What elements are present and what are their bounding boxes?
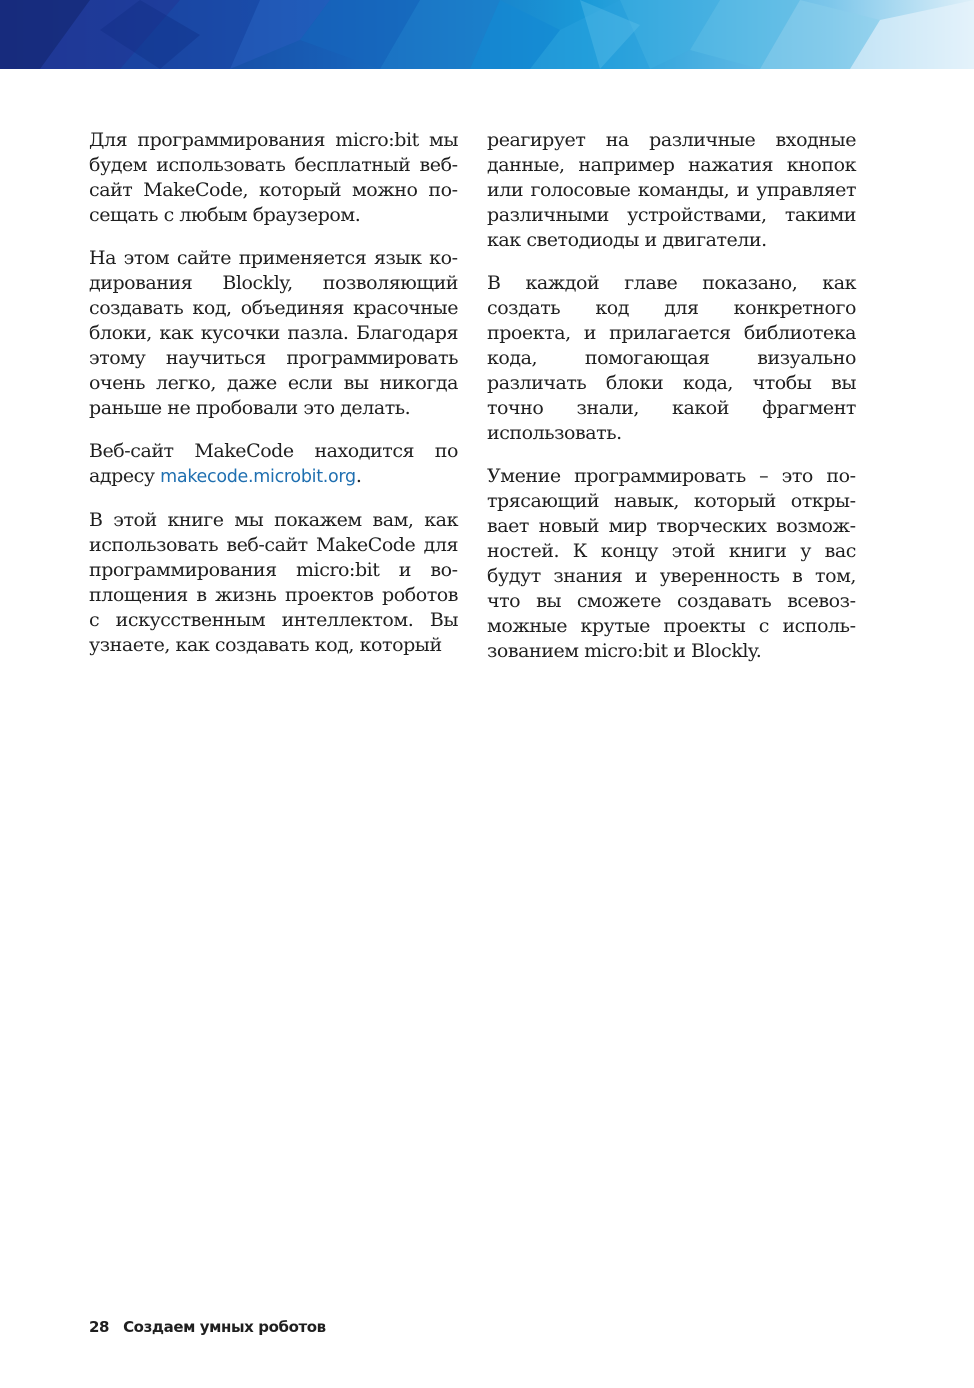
book-title: Создаем умных роботов xyxy=(123,1318,326,1336)
right-column xyxy=(487,128,856,682)
paragraph: реагирует на различные входные данные, например нажатия кнопок или голосовые команды, и управляет различными устройствами, такими как светодиоды и двигатели. xyxy=(487,129,856,251)
paragraph xyxy=(89,439,458,490)
page-number: 28 xyxy=(89,1318,110,1336)
paragraph: Для программирования micro:bit мы будем использовать бесплатный вебсайт MakeCode, который можно посещать с любым браузером. xyxy=(89,129,458,226)
left-column xyxy=(89,128,458,676)
paragraph-end: . xyxy=(355,465,362,487)
header-banner xyxy=(0,0,974,69)
paragraph: В каждой главе показано, как создать код для конкретного проекта, и прилагается библиотека кода, помогающая визуально различать блоки кода, чтобы вы точно знали, какой фрагмент использовать. xyxy=(487,272,856,444)
makecode-link[interactable]: makecode.microbit.org xyxy=(160,467,356,487)
paragraph: На этом сайте применяется язык кодирования Blockly, позволяющий создавать код, объединяя красочные блоки, как кусочки пазла. Благодаря этому научиться программировать очень легко, даже если вы никогда раньше не пробовали это делать. xyxy=(89,247,458,419)
page-footer xyxy=(89,1318,326,1336)
paragraph-text: Веб-сайт MakeCode находится по адресу xyxy=(89,440,458,487)
polygon-pattern xyxy=(0,0,974,69)
paragraph: Умение программировать – это потрясающий навык, который открывает новый мир творческих возможностей. К концу этой книги у вас будут знания и уверенность в том, что вы сможете создавать всевозможные крутые проекты с использованием micro:bit и Blockly. xyxy=(487,465,856,662)
paragraph: В этой книге мы покажем вам, как использовать веб-сайт MakeCode для программирования micro:bit и воплощения в жизнь проектов роботов с искусственным интеллектом. Вы узнаете, как создавать код, который xyxy=(89,509,458,656)
